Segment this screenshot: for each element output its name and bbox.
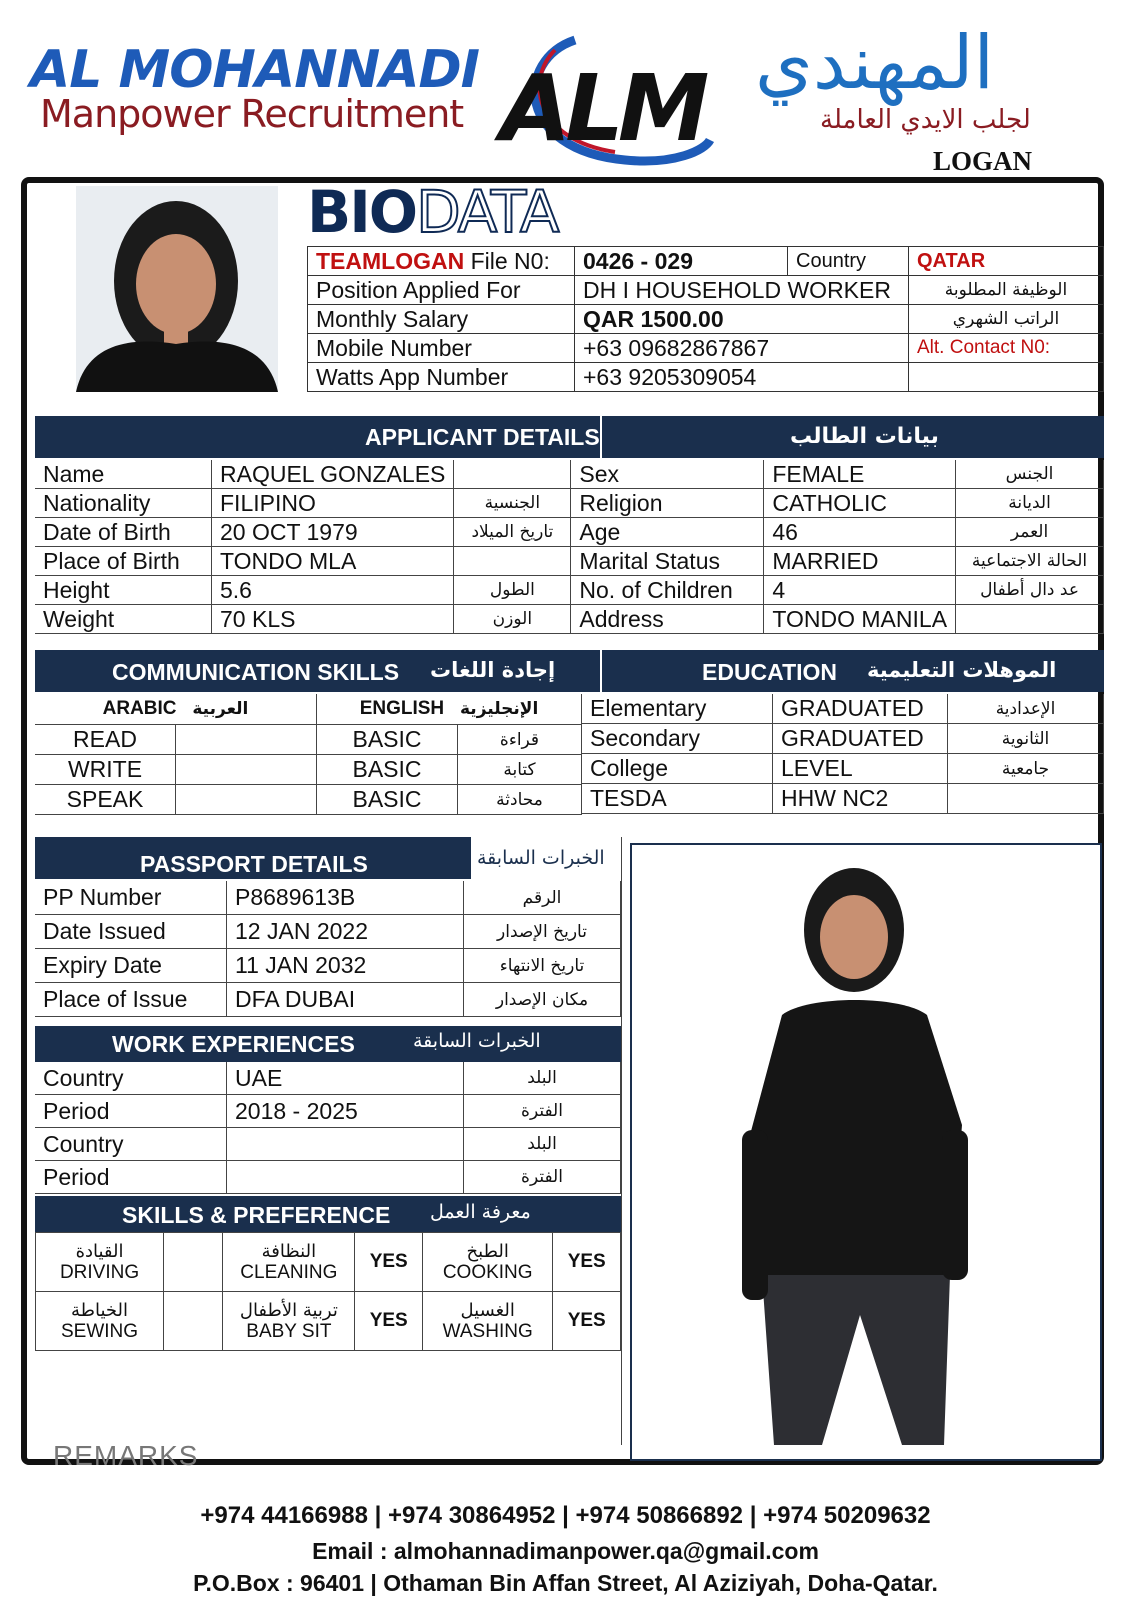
work-title-ar: الخبرات السابقة bbox=[413, 1030, 541, 1052]
passport-value: DFA DUBAI bbox=[227, 983, 464, 1017]
field-label: Date of Birth bbox=[35, 518, 212, 547]
field-label-ar: الديانة bbox=[956, 489, 1104, 518]
skill-value bbox=[164, 1233, 223, 1292]
education-status: GRADUATED bbox=[773, 724, 948, 754]
arabic-label-ar: العربية bbox=[192, 699, 249, 719]
mobile-value: +63 09682867867 bbox=[575, 334, 909, 363]
communication-table bbox=[35, 694, 582, 815]
skill-name-en: COOKING bbox=[442, 1261, 533, 1283]
field-label: Age bbox=[571, 518, 764, 547]
passport-label-ar: تاريخ الانتهاء bbox=[464, 949, 621, 983]
skill-label-ar: محادثة bbox=[458, 785, 582, 815]
field-label-ar: عد دال أطفال bbox=[956, 576, 1104, 605]
passport-label-ar: الرقم bbox=[464, 881, 621, 915]
passport-label: Place of Issue bbox=[35, 983, 227, 1017]
field-value: 4 bbox=[764, 576, 956, 605]
salary-value: QAR 1500.00 bbox=[575, 305, 909, 334]
footer-email: Email : almohannadimanpower.qa@gmail.com bbox=[312, 1538, 819, 1564]
file-label: File N0: bbox=[464, 247, 550, 274]
work-label-ar: البلد bbox=[464, 1062, 621, 1095]
applicant-photo bbox=[76, 186, 278, 392]
passport-value: 12 JAN 2022 bbox=[227, 915, 464, 949]
country-value: QATAR bbox=[909, 247, 1104, 276]
whatsapp-value: +63 9205309054 bbox=[575, 363, 909, 392]
education-status: LEVEL bbox=[773, 754, 948, 784]
passport-value: P8689613B bbox=[227, 881, 464, 915]
applicant-details-table bbox=[35, 460, 1104, 634]
passport-label: Date Issued bbox=[35, 915, 227, 949]
education-level: Elementary bbox=[582, 694, 773, 724]
skill-name-ar: القيادة bbox=[75, 1240, 124, 1262]
work-table bbox=[35, 1062, 621, 1194]
skill-name-en: BABY SIT bbox=[246, 1320, 332, 1342]
arabic-level bbox=[176, 725, 317, 755]
work-label-ar: البلد bbox=[464, 1128, 621, 1161]
field-label: Height bbox=[35, 576, 212, 605]
skill-name bbox=[223, 1292, 355, 1351]
passport-title-ar: الخبرات السابقة bbox=[477, 847, 605, 869]
work-value: UAE bbox=[227, 1062, 464, 1095]
whatsapp-label: Watts App Number bbox=[308, 363, 575, 392]
title-outline: DATA bbox=[416, 178, 558, 246]
education-row bbox=[582, 754, 1104, 784]
english-level: BASIC bbox=[317, 755, 458, 785]
field-label-ar: العمر bbox=[956, 518, 1104, 547]
skill-label-ar: كتابة bbox=[458, 755, 582, 785]
field-label-ar: الطول bbox=[454, 576, 571, 605]
brand-name-en: AL MOHANNADI bbox=[30, 40, 479, 100]
applicant-details-title-ar: بيانات الطالب bbox=[790, 424, 939, 449]
field-label-ar bbox=[454, 460, 571, 489]
field-label: No. of Children bbox=[571, 576, 764, 605]
education-table bbox=[582, 694, 1104, 814]
education-level-ar: الإعدادية bbox=[948, 694, 1104, 724]
skill-name bbox=[422, 1292, 552, 1351]
skill-label: SPEAK bbox=[35, 785, 176, 815]
field-label-ar bbox=[956, 605, 1104, 634]
field-value: 20 OCT 1979 bbox=[212, 518, 454, 547]
field-value: FILIPINO bbox=[212, 489, 454, 518]
portrait-image bbox=[76, 186, 278, 392]
education-row bbox=[582, 784, 1104, 814]
skill-value bbox=[164, 1292, 223, 1351]
passport-table bbox=[35, 881, 621, 1017]
applicant-details-header bbox=[35, 416, 1104, 458]
field-value: CATHOLIC bbox=[764, 489, 956, 518]
passport-title: PASSPORT DETAILS bbox=[140, 851, 368, 877]
passport-row bbox=[35, 949, 621, 983]
work-row bbox=[35, 1128, 621, 1161]
work-label: Country bbox=[35, 1128, 227, 1161]
skill-name bbox=[36, 1292, 164, 1351]
skills-table bbox=[35, 1232, 621, 1351]
applicant-details-title: APPLICANT DETAILS bbox=[365, 424, 600, 450]
work-label-ar: الفترة bbox=[464, 1161, 621, 1194]
work-label: Period bbox=[35, 1161, 227, 1194]
full-body-image bbox=[632, 845, 1100, 1459]
title-bold: BIO bbox=[307, 178, 417, 246]
field-label: Weight bbox=[35, 605, 212, 634]
skill-name bbox=[36, 1233, 164, 1292]
passport-value: 11 JAN 2032 bbox=[227, 949, 464, 983]
education-status: GRADUATED bbox=[773, 694, 948, 724]
work-row bbox=[35, 1095, 621, 1128]
skill-value: YES bbox=[355, 1292, 423, 1351]
work-value bbox=[227, 1128, 464, 1161]
education-row bbox=[582, 724, 1104, 754]
field-value: TONDO MLA bbox=[212, 547, 454, 576]
alt-contact-label: Alt. Contact N0: bbox=[909, 334, 1104, 363]
work-row bbox=[35, 1161, 621, 1194]
brand-subtitle: Manpower Recruitment bbox=[40, 92, 464, 136]
applicant-row bbox=[35, 518, 1104, 547]
english-label: ENGLISH bbox=[359, 698, 445, 719]
skill-label: READ bbox=[35, 725, 176, 755]
language-skill-row bbox=[35, 785, 582, 815]
remarks-label: REMARKS bbox=[53, 1440, 199, 1471]
education-title: EDUCATION bbox=[702, 659, 838, 685]
field-label-ar: الحالة الاجتماعية bbox=[956, 547, 1104, 576]
brand-subtitle-ar: لجلب الايدي العاملة bbox=[820, 105, 1031, 135]
skill-name-en: WASHING bbox=[442, 1320, 533, 1342]
applicant-row bbox=[35, 605, 1104, 634]
field-value: FEMALE bbox=[764, 460, 956, 489]
skill-name-ar: الغسيل bbox=[460, 1299, 515, 1321]
position-label-ar: الوظيفة المطلوبة bbox=[909, 276, 1104, 305]
skill-name-en: DRIVING bbox=[59, 1261, 140, 1283]
passport-label: PP Number bbox=[35, 881, 227, 915]
communication-title-ar: إجادة اللغات bbox=[430, 658, 556, 682]
passport-label-ar: مكان الإصدار bbox=[464, 983, 621, 1017]
work-value: 2018 - 2025 bbox=[227, 1095, 464, 1128]
branch-name: LOGAN bbox=[933, 146, 1033, 176]
field-label-ar: تاريخ الميلاد bbox=[454, 518, 571, 547]
salary-label: Monthly Salary bbox=[308, 305, 575, 334]
communication-education-header bbox=[35, 650, 1104, 692]
education-level: College bbox=[582, 754, 773, 784]
english-level: BASIC bbox=[317, 785, 458, 815]
brand-name-ar: المهندي bbox=[755, 20, 995, 106]
work-label: Country bbox=[35, 1062, 227, 1095]
education-level: TESDA bbox=[582, 784, 773, 814]
field-label: Sex bbox=[571, 460, 764, 489]
skill-label-ar: قراءة bbox=[458, 725, 582, 755]
work-label: Period bbox=[35, 1095, 227, 1128]
file-label-brand: TEAMLOGAN bbox=[316, 247, 465, 274]
skill-name-en: CLEANING bbox=[240, 1261, 338, 1283]
skill-name-ar: النظافة bbox=[261, 1240, 317, 1262]
field-label-ar: الجنس bbox=[956, 460, 1104, 489]
field-label: Address bbox=[571, 605, 764, 634]
work-label-ar: الفترة bbox=[464, 1095, 621, 1128]
file-info-table bbox=[307, 246, 1104, 392]
footer-address: P.O.Box : 96401 | Othaman Bin Affan Street, Al Aziziyah, Doha-Qatar. bbox=[193, 1570, 938, 1596]
field-value: 70 KLS bbox=[212, 605, 454, 634]
applicant-row bbox=[35, 576, 1104, 605]
footer-phones: +974 44166988 | +974 30864952 | +974 50866892 | +974 50209632 bbox=[200, 1502, 931, 1529]
applicant-row bbox=[35, 547, 1104, 576]
salary-label-ar: الراتب الشهري bbox=[909, 305, 1104, 334]
file-number: 0426 - 029 bbox=[575, 247, 788, 276]
skill-name-ar: تربية الأطفال bbox=[239, 1299, 338, 1321]
field-label: Name bbox=[35, 460, 212, 489]
passport-row bbox=[35, 983, 621, 1017]
applicant-row bbox=[35, 489, 1104, 518]
skill-name-en: SEWING bbox=[61, 1320, 139, 1342]
work-value bbox=[227, 1161, 464, 1194]
english-level: BASIC bbox=[317, 725, 458, 755]
alt-contact-value bbox=[909, 363, 1104, 392]
field-label-ar: الوزن bbox=[454, 605, 571, 634]
biodata-title bbox=[307, 178, 558, 246]
education-title-ar: الموهلات التعليمية bbox=[867, 658, 1057, 682]
skills-title: SKILLS & PREFERENCE bbox=[122, 1202, 391, 1228]
education-level-ar bbox=[948, 784, 1104, 814]
passport-row bbox=[35, 915, 621, 949]
full-body-photo bbox=[630, 843, 1102, 1461]
field-label: Marital Status bbox=[571, 547, 764, 576]
english-label-ar: الإنجليزية bbox=[460, 699, 539, 719]
passport-label: Expiry Date bbox=[35, 949, 227, 983]
arabic-label: ARABIC bbox=[102, 698, 177, 719]
field-label: Religion bbox=[571, 489, 764, 518]
field-value: 46 bbox=[764, 518, 956, 547]
field-label: Place of Birth bbox=[35, 547, 212, 576]
education-level-ar: الثانوية bbox=[948, 724, 1104, 754]
work-title: WORK EXPERIENCES bbox=[112, 1031, 355, 1057]
field-value: MARRIED bbox=[764, 547, 956, 576]
skill-value: YES bbox=[355, 1233, 423, 1292]
field-value: RAQUEL GONZALES bbox=[212, 460, 454, 489]
skill-name-ar: الطبخ bbox=[466, 1240, 509, 1262]
communication-title: COMMUNICATION SKILLS bbox=[112, 659, 400, 685]
mobile-label: Mobile Number bbox=[308, 334, 575, 363]
language-skill-row bbox=[35, 755, 582, 785]
work-row bbox=[35, 1062, 621, 1095]
passport-row bbox=[35, 881, 621, 915]
skills-row bbox=[36, 1292, 621, 1351]
skill-name bbox=[223, 1233, 355, 1292]
field-value: TONDO MANILA bbox=[764, 605, 956, 634]
skill-value: YES bbox=[553, 1233, 621, 1292]
position-value: DH I HOUSEHOLD WORKER bbox=[575, 276, 909, 305]
passport-header bbox=[35, 837, 621, 879]
skills-header bbox=[35, 1196, 621, 1232]
education-status: HHW NC2 bbox=[773, 784, 948, 814]
language-skill-row bbox=[35, 725, 582, 755]
applicant-row bbox=[35, 460, 1104, 489]
skill-value: YES bbox=[553, 1292, 621, 1351]
skill-name-ar: الخياطة bbox=[71, 1299, 129, 1321]
work-header bbox=[35, 1026, 621, 1062]
skill-name bbox=[422, 1233, 552, 1292]
field-label: Nationality bbox=[35, 489, 212, 518]
skills-row bbox=[36, 1233, 621, 1292]
passport-label-ar: تاريخ الإصدار bbox=[464, 915, 621, 949]
position-label: Position Applied For bbox=[308, 276, 575, 305]
education-level-ar: جامعية bbox=[948, 754, 1104, 784]
skills-title-ar: معرفة العمل bbox=[430, 1201, 531, 1223]
education-level: Secondary bbox=[582, 724, 773, 754]
field-label-ar: الجنسية bbox=[454, 489, 571, 518]
country-label: Country bbox=[788, 247, 909, 276]
education-row bbox=[582, 694, 1104, 724]
arabic-level bbox=[176, 785, 317, 815]
arabic-level bbox=[176, 755, 317, 785]
field-value: 5.6 bbox=[212, 576, 454, 605]
field-label-ar bbox=[454, 547, 571, 576]
skill-label: WRITE bbox=[35, 755, 176, 785]
logo-alm: ALM bbox=[500, 55, 704, 162]
